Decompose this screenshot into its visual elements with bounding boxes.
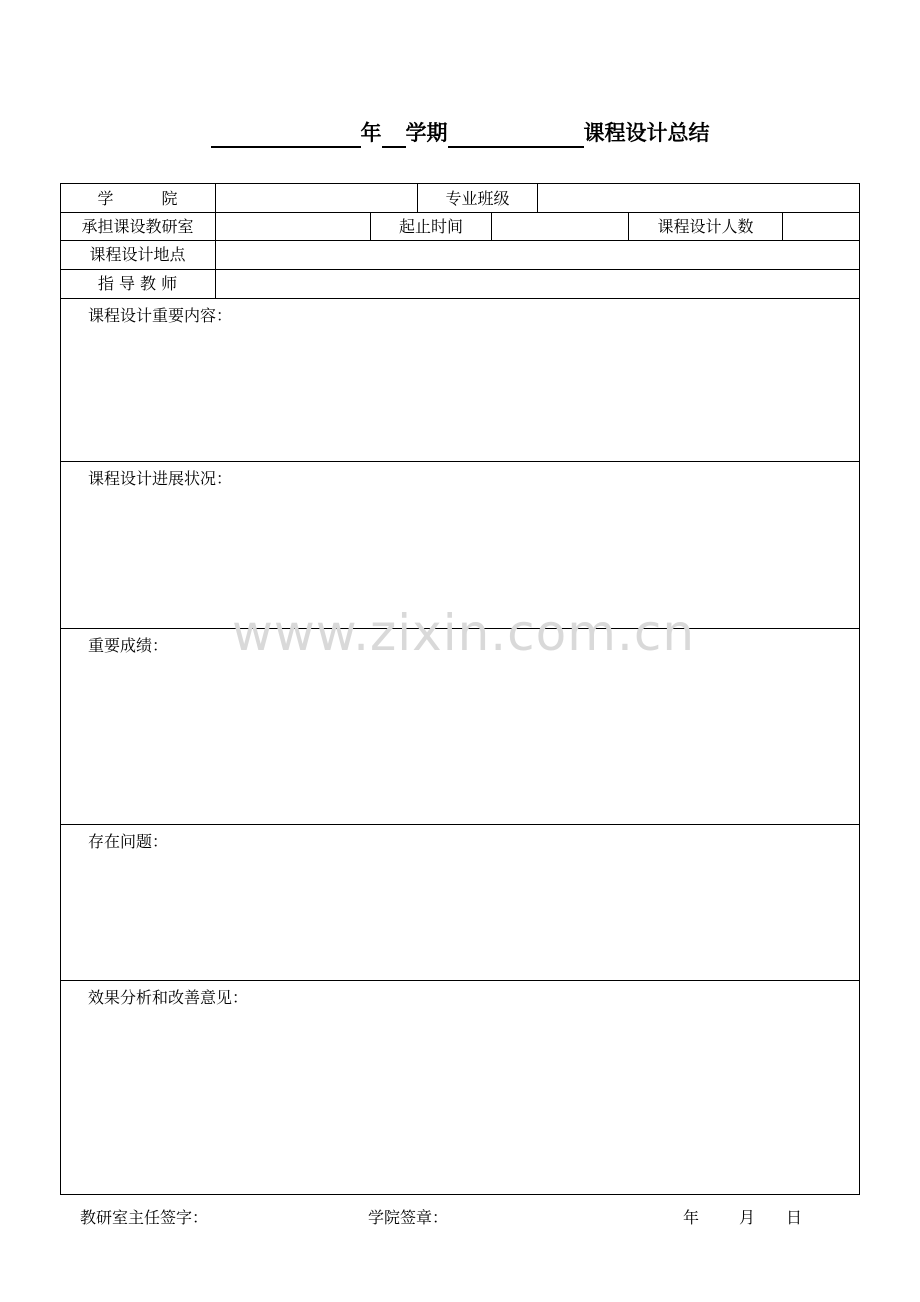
location-field[interactable] xyxy=(216,241,859,269)
problems-section-label: 存在问题： xyxy=(88,832,169,851)
results-section-label: 重要成绩： xyxy=(88,636,169,655)
semester-blank xyxy=(382,122,406,148)
teaching-office-field[interactable] xyxy=(216,213,370,240)
date-year-label: 年 xyxy=(683,1208,700,1227)
major-class-label: 专业班级 xyxy=(445,189,510,208)
section-divider xyxy=(60,980,860,981)
page-title xyxy=(0,118,920,148)
section-divider xyxy=(60,824,860,825)
instructor-field[interactable] xyxy=(216,270,859,298)
college-seal-label: 学院签章： xyxy=(368,1208,449,1227)
title-doc-name: 课程设计总结 xyxy=(583,121,710,145)
period-label: 起止时间 xyxy=(398,217,463,236)
college-label: 学 院 xyxy=(97,189,178,208)
summary-form-table xyxy=(60,183,860,1195)
section-divider xyxy=(60,461,860,462)
instructor-label: 指 导 教 师 xyxy=(97,274,178,293)
year-blank xyxy=(211,122,361,148)
row-divider xyxy=(60,298,860,299)
location-label: 课程设计地点 xyxy=(89,245,186,264)
course-blank xyxy=(448,122,584,148)
title-year: 年 xyxy=(360,121,382,145)
teaching-office-label: 承担课设教研室 xyxy=(81,217,194,236)
college-field[interactable] xyxy=(216,185,417,212)
date-day-label: 日 xyxy=(786,1208,803,1227)
period-field[interactable] xyxy=(492,213,628,240)
content-section-label: 课程设计重要内容： xyxy=(88,306,233,325)
director-signature-label: 教研室主任签字： xyxy=(80,1208,209,1227)
analysis-section-label: 效果分析和改善意见： xyxy=(88,988,249,1007)
title-semester: 学期 xyxy=(405,121,448,145)
date-month-label: 月 xyxy=(739,1208,756,1227)
participant-count-label: 课程设计人数 xyxy=(657,217,754,236)
participant-count-field[interactable] xyxy=(783,213,859,240)
watermark: www.zixin.com.cn xyxy=(232,604,696,662)
progress-section-label: 课程设计进展状况： xyxy=(88,469,233,488)
major-class-field[interactable] xyxy=(538,185,859,212)
